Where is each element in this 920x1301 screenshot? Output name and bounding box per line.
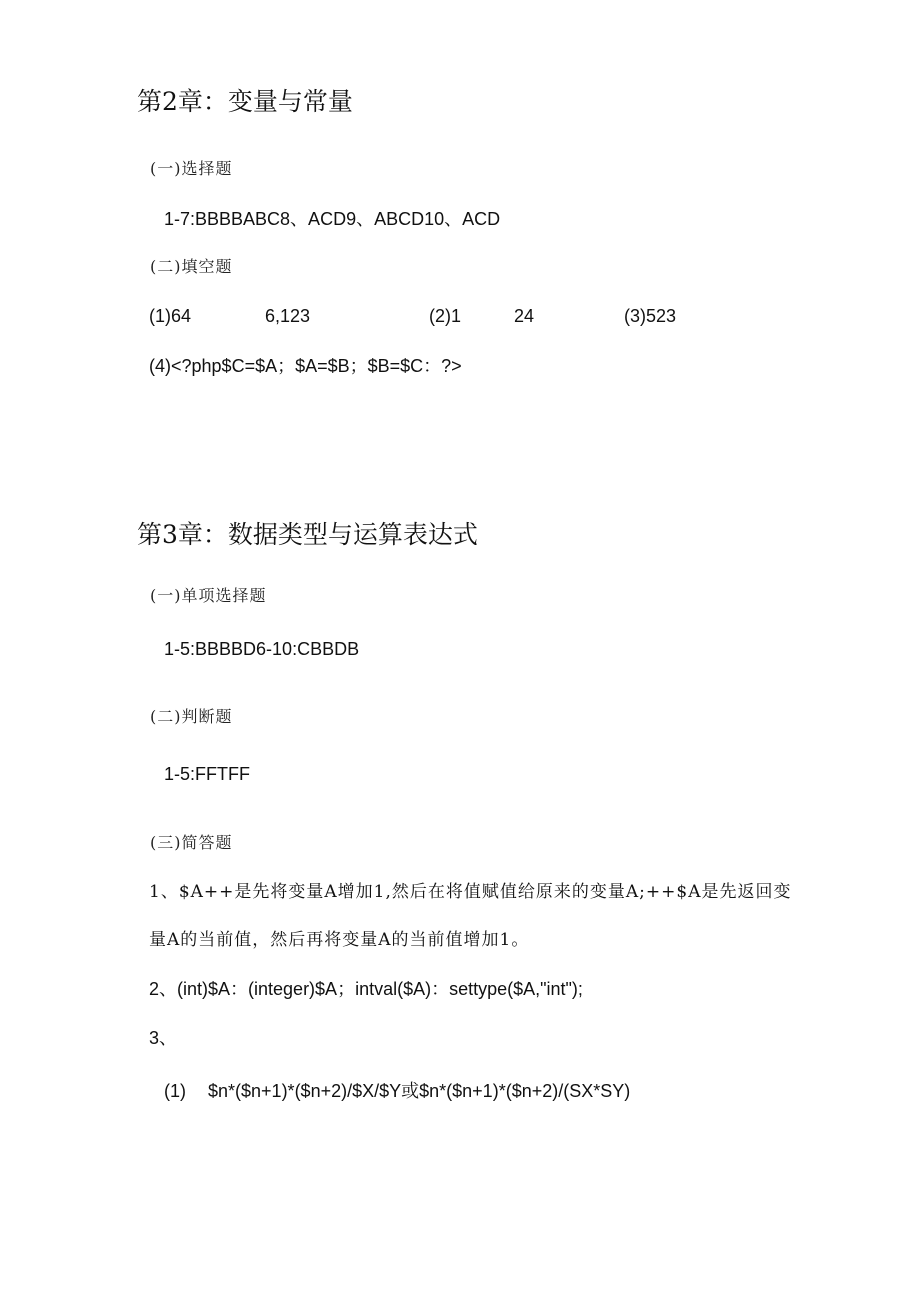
ch2-section-choice-title: (一)选择题 [150, 159, 233, 178]
chapter-2-title: 第2章：变量与常量 [137, 87, 353, 116]
ch3-short-answer-1-line-2: 量A的当前值，然后再将变量A的当前值增加1。 [149, 930, 530, 950]
ch3-short-answer-1-line-1: 1、$A++是先将变量A增加1,然后在将值赋值给原来的变量A;++$A是先返回变 [149, 882, 792, 902]
ch3-section-short-answer-title: (三)简答题 [150, 833, 233, 852]
ch3-short-answer-3-label: 3、 [149, 1028, 178, 1048]
ch3-short-answer-3-sub-label: (1) [164, 1081, 186, 1101]
ch2-fill-answer-2: (2)1 [429, 306, 462, 326]
ch2-choice-answers: 1-7:BBBBABC8、ACD9、ABCD10、ACD [164, 209, 501, 229]
ch2-fill-answer-1: (1)64 [149, 306, 192, 326]
ch3-section-choice-title: (一)单项选择题 [150, 586, 267, 605]
ch2-fill-answer-3: (3)523 [624, 306, 677, 326]
chapter-3-title: 第3章：数据类型与运算表达式 [137, 520, 478, 549]
ch3-choice-answers: 1-5:BBBBD6-10:CBBDB [164, 639, 360, 659]
ch2-fill-answer-2b: 24 [514, 306, 535, 326]
ch3-section-judge-title: (二)判断题 [150, 707, 233, 726]
ch3-short-answer-3-sub-text: $n*($n+1)*($n+2)/$X/$Y或$n*($n+1)*($n+2)/(SX*SY) [208, 1081, 631, 1101]
ch2-section-fill-title: (二)填空题 [150, 257, 233, 276]
ch2-fill-answer-1b: 6,123 [265, 306, 311, 326]
ch3-short-answer-2: 2、(int)$A：(integer)$A；intval($A)：settype($A,"int"); [149, 979, 583, 999]
ch3-judge-answers: 1-5:FFTFF [164, 764, 250, 784]
ch2-fill-answer-4: (4)<?php$C=$A；$A=$B；$B=$C：?> [149, 356, 462, 376]
